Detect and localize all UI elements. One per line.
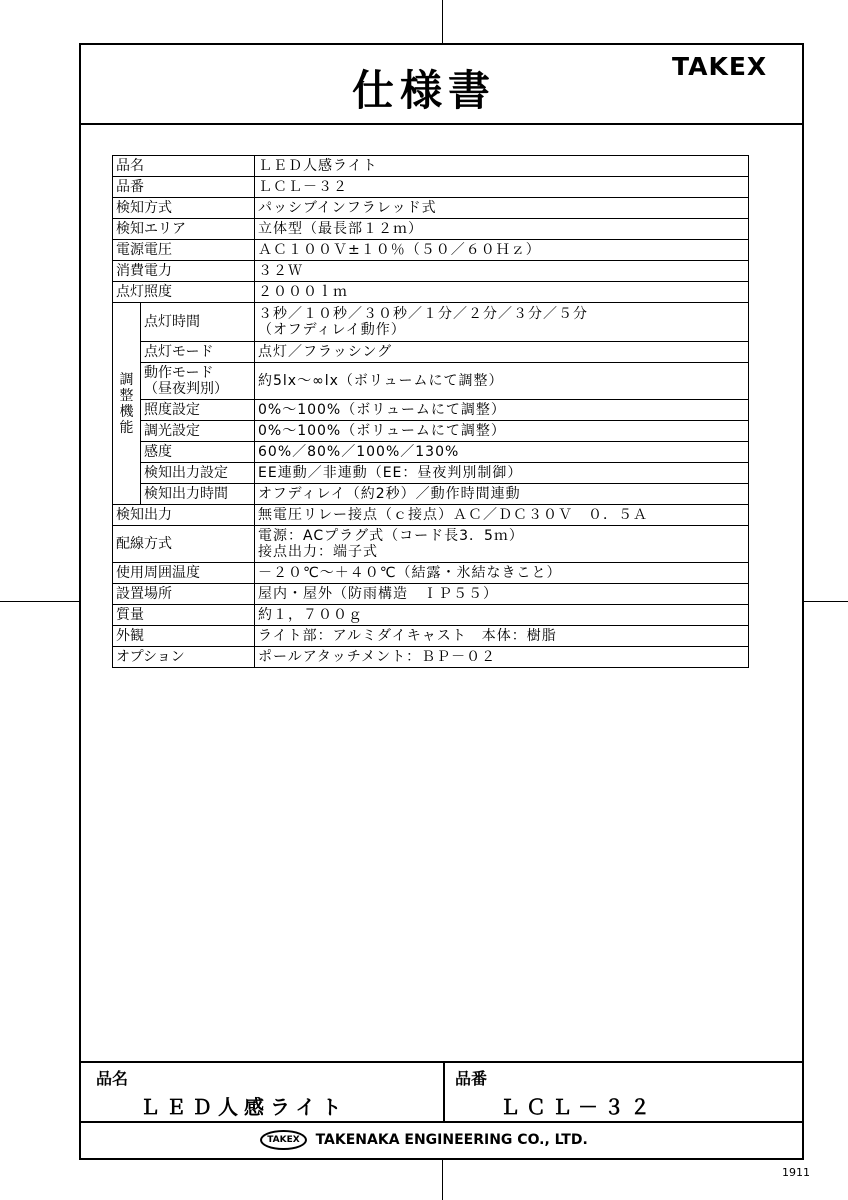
spec-row [113,563,749,584]
spec-value-text: パッシブインフラレッド式 [258,200,437,216]
spec-value-text: 屋内・屋外（防雨構造 ＩＰ５５） [258,586,498,602]
spec-value [255,647,749,668]
spec-label-text: 品番 [116,179,144,195]
adjust-row [113,463,749,484]
spec-label [113,177,255,198]
spec-row [113,605,749,626]
adjust-row [113,442,749,463]
spec-label-text: 外観 [116,628,144,644]
spec-value-text: ３２Ｗ [258,263,303,279]
spec-label-text: 配線方式 [116,536,172,552]
adjust-row [113,484,749,505]
spec-label-text: 品名 [116,158,144,174]
adjust-label-text: 動作モード [144,365,214,381]
spec-label [113,156,255,177]
spec-row [113,177,749,198]
crop-mark-bottom [442,1160,443,1200]
company-logo: TAKEX [260,1130,306,1150]
spec-row [113,282,749,303]
spec-value-text: 無電圧リレー接点（ｃ接点）ＡＣ／ＤＣ３０Ｖ ０．５Ａ [258,507,648,523]
title-divider [79,123,804,125]
footer-top-rule [79,1061,804,1063]
adjust-value [255,442,749,463]
adjust-value-text: 点灯／フラッシング [258,344,393,360]
spec-value [255,563,749,584]
document-number: 1911 [782,1166,810,1179]
adjust-value-text: 0%～100%（ボリュームにて調整） [258,423,506,439]
spec-row [113,261,749,282]
footer-number-label: 品番 [455,1069,488,1088]
company-line [0,1130,848,1150]
spec-value [255,626,749,647]
adjust-label-text: 検知出力設定 [144,465,228,481]
spec-label [113,584,255,605]
spec-label [113,219,255,240]
adjust-row [113,363,749,400]
company-name: TAKENAKA ENGINEERING CO., LTD. [315,1132,588,1148]
spec-value [255,219,749,240]
adjust-value-text: 60%／80%／100%／130% [258,444,460,460]
adjust-value [255,484,749,505]
spec-value-text: ライト部：アルミダイキャスト 本体：樹脂 [258,628,557,644]
adjust-label [141,303,255,342]
spec-row [113,198,749,219]
adjust-value-text-2: （オフディレイ動作） [258,322,406,338]
spec-value-text: ＬＣＬ－３２ [258,179,348,195]
spec-value [255,584,749,605]
spec-label-text: 質量 [116,607,144,623]
adjust-label-text-2: （昼夜判別） [144,381,228,397]
adjust-label-text: 照度設定 [144,402,200,418]
spec-value [255,198,749,219]
adjust-value-text: ３秒／１０秒／３０秒／１分／２分／３分／５分 [258,306,588,322]
crop-mark-top [442,0,443,43]
spec-label-text: 電源電圧 [116,242,172,258]
spec-table [112,155,749,668]
adjust-label [141,484,255,505]
spec-value [255,177,749,198]
adjust-label [141,400,255,421]
adjust-value [255,463,749,484]
adjust-label-text: 感度 [144,444,172,460]
spec-label [113,563,255,584]
adjust-label [141,442,255,463]
spec-value-text: ＬＥＤ人感ライト [258,158,378,174]
spec-label-text: 検知出力 [116,507,172,523]
adjust-label [141,363,255,400]
crop-mark-right [804,601,848,602]
adjust-label-text: 検知出力時間 [144,486,228,502]
spec-label [113,198,255,219]
adjust-label [141,421,255,442]
spec-row [113,505,749,526]
adjust-value-text: オフディレイ（約2秒）／動作時間連動 [258,486,521,502]
crop-mark-left [0,601,79,602]
spec-label [113,505,255,526]
spec-value-text: ポールアタッチメント：ＢＰ－０２ [258,649,497,665]
adjust-label [141,463,255,484]
adjust-label-text: 調光設定 [144,423,200,439]
spec-label-text: 検知エリア [116,221,186,237]
adjust-value [255,421,749,442]
footer-divider [443,1061,445,1122]
adjust-row [113,342,749,363]
footer-number-value: ＬＣＬ－３２ [500,1095,656,1119]
spec-label [113,526,255,563]
adjust-label-text: 点灯モード [144,344,214,360]
spec-value [255,261,749,282]
adjust-value-text: 約5lx～∞lx（ボリュームにて調整） [258,373,504,389]
adjust-group-text: 調整機能 [119,371,134,436]
spec-value [255,505,749,526]
adjust-value [255,342,749,363]
footer-name-value: ＬＥＤ人感ライト [140,1095,348,1119]
spec-label-text: オプション [116,649,185,665]
adjust-label-text: 点灯時間 [144,314,200,330]
footer-name-label: 品名 [96,1069,129,1088]
spec-value-text: －２０℃～＋４０℃（結露・氷結なきこと） [258,565,562,581]
spec-label-text: 使用周囲温度 [116,565,200,581]
page-title: 仕様書 [351,66,496,115]
spec-value-text: 電源：ACプラグ式（コード長3．5ｍ） [258,528,524,544]
adjust-value [255,400,749,421]
spec-value-text: 約１，７００ｇ [258,607,363,623]
brand-logo: TAKEX [672,52,768,81]
spec-label-text: 点灯照度 [116,284,172,300]
spec-value-text: 立体型（最長部１２ｍ） [258,221,423,237]
spec-value [255,240,749,261]
spec-row [113,219,749,240]
spec-value-text: ２０００ｌｍ [258,284,348,300]
adjust-value [255,363,749,400]
spec-value [255,156,749,177]
spec-value [255,605,749,626]
adjust-value [255,303,749,342]
spec-label [113,282,255,303]
spec-label [113,647,255,668]
adjust-row [113,400,749,421]
spec-label [113,605,255,626]
spec-row [113,626,749,647]
spec-label-text: 設置場所 [116,586,172,602]
spec-value [255,282,749,303]
spec-row [113,156,749,177]
adjust-group-label [113,303,141,505]
spec-value-text: ＡＣ１００Ｖ±１０％（５０／６０Ｈｚ） [258,242,541,258]
footer-bottom-rule [79,1121,804,1123]
adjust-label [141,342,255,363]
spec-row [113,647,749,668]
spec-value [255,526,749,563]
spec-row [113,240,749,261]
spec-label [113,626,255,647]
spec-label [113,240,255,261]
spec-label-text: 消費電力 [116,263,172,279]
spec-row [113,526,749,563]
spec-label [113,261,255,282]
adjust-row [113,303,749,342]
adjust-value-text: EE連動／非連動（EE：昼夜判別制御） [258,465,523,481]
spec-row [113,584,749,605]
adjust-value-text: 0%～100%（ボリュームにて調整） [258,402,506,418]
spec-label-text: 検知方式 [116,200,172,216]
spec-value-text-2: 接点出力：端子式 [258,544,378,560]
adjust-row [113,421,749,442]
